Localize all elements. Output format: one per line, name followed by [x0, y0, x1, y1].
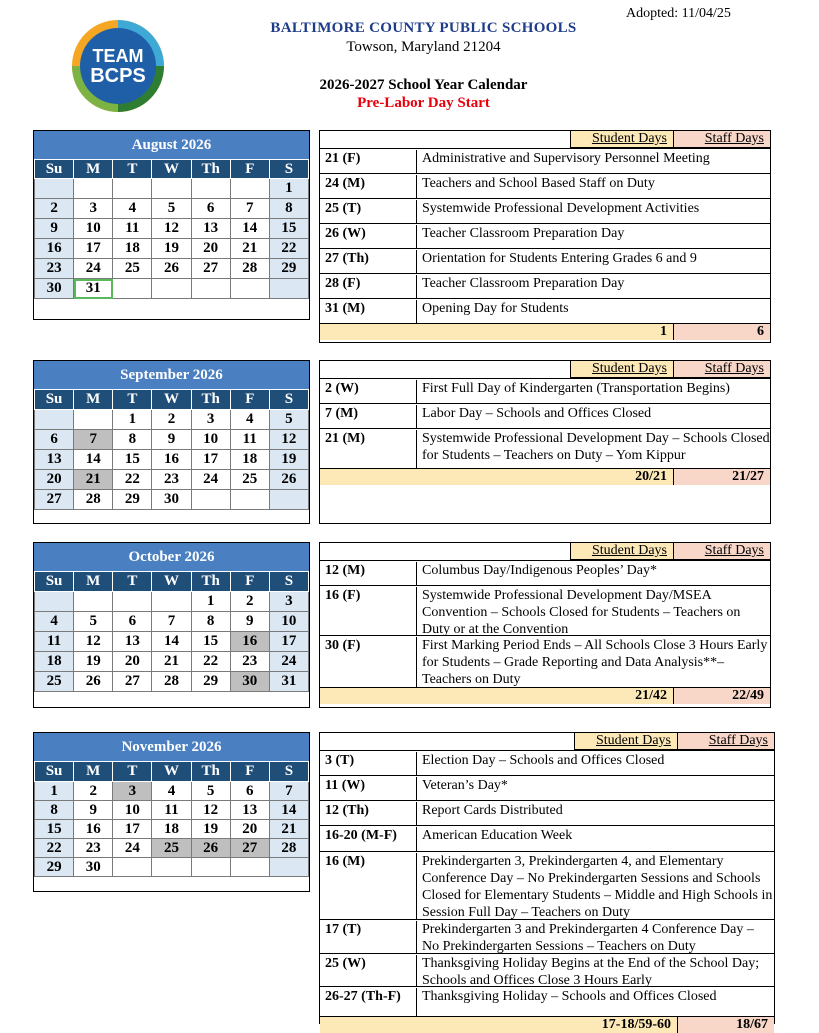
calendar-day: 14	[269, 801, 308, 820]
calendar-empty-cell	[74, 179, 113, 199]
event-date: 2 (W)	[325, 381, 359, 396]
calendar-day: 1	[113, 410, 152, 430]
calendar-day: 14	[230, 219, 269, 239]
calendar-empty-cell	[113, 179, 152, 199]
event-description: Labor Day – Schools and Offices Closed	[416, 405, 770, 429]
calendar-day: 24	[113, 839, 152, 858]
event-description: Systemwide Professional Development Day – Schools Closed for Students – Teachers on Duty – Yom Kippur	[416, 430, 770, 469]
event-row	[320, 585, 770, 635]
calendar-day: 1	[269, 179, 308, 199]
calendar-empty-cell	[35, 592, 74, 612]
calendar-day: 4	[35, 612, 74, 632]
calendar-day: 16	[74, 820, 113, 839]
calendar-day: 8	[191, 612, 230, 632]
event-date: 16-20 (M-F)	[325, 828, 397, 843]
weekday-header: Th	[191, 160, 230, 179]
calendar-day: 28	[152, 672, 191, 692]
event-date: 25 (T)	[325, 201, 362, 216]
weekday-header: Th	[191, 762, 230, 782]
calendar-day: 25	[35, 672, 74, 692]
calendar-empty-cell	[152, 179, 191, 199]
event-row	[320, 986, 774, 1016]
weekday-header: M	[74, 160, 113, 179]
weekday-header: W	[152, 572, 191, 592]
calendar-day: 6	[35, 430, 74, 450]
calendar-day: 28	[230, 259, 269, 279]
weekday-header: Su	[35, 572, 74, 592]
month-events	[319, 360, 771, 524]
weekday-header: S	[269, 572, 308, 592]
event-date: 26-27 (Th-F)	[325, 989, 401, 1004]
calendar-day: 10	[191, 430, 230, 450]
calendar-empty-cell	[191, 858, 230, 877]
calendar-day: 10	[269, 612, 308, 632]
calendar-day: 11	[152, 801, 191, 820]
calendar-title: 2026-2027 School Year Calendar	[319, 77, 528, 93]
calendar-day: 14	[74, 450, 113, 470]
event-row	[320, 198, 770, 223]
event-row	[320, 775, 774, 800]
month-events	[319, 542, 771, 708]
calendar-day: 6	[230, 782, 269, 801]
calendar-day: 18	[230, 450, 269, 470]
student-days-count: 17-18/59-60	[320, 1017, 677, 1033]
calendar-day: 4	[152, 782, 191, 801]
event-date: 21 (F)	[325, 151, 361, 166]
weekday-header: T	[113, 160, 152, 179]
calendar-empty-cell	[74, 592, 113, 612]
calendar-empty-cell	[113, 592, 152, 612]
calendar-day: 31	[269, 672, 308, 692]
calendar-day: 30	[152, 490, 191, 510]
calendar-day: 30	[230, 672, 269, 692]
calendar-day: 18	[35, 652, 74, 672]
event-row	[320, 273, 770, 298]
event-description: Thanksgiving Holiday – Schools and Offices Closed	[416, 988, 774, 1017]
calendar-day: 17	[113, 820, 152, 839]
calendar-subtitle: Pre-Labor Day Start	[357, 95, 490, 111]
calendar-day: 27	[113, 672, 152, 692]
event-description: Thanksgiving Holiday Begins at the End of the School Day; Schools and Offices Close 3 Hours Early	[416, 955, 774, 987]
calendar-day: 23	[74, 839, 113, 858]
logo-team-text: TEAM	[92, 46, 144, 66]
calendar-day: 1	[191, 592, 230, 612]
month-grid	[34, 159, 309, 299]
event-description: Systemwide Professional Development Activities	[416, 200, 770, 224]
calendar-day: 17	[74, 239, 113, 259]
student-days-header: Student Days	[570, 543, 673, 560]
weekday-header: T	[113, 572, 152, 592]
calendar-day: 28	[74, 490, 113, 510]
calendar-day: 31	[74, 279, 113, 299]
month-events	[319, 732, 775, 1032]
calendar-day: 4	[230, 410, 269, 430]
calendar-day: 21	[74, 470, 113, 490]
calendar-day: 22	[269, 239, 308, 259]
event-description: Systemwide Professional Development Day/MSEA Convention – Schools Closed for Students – Teachers on Duty or at the Convention	[416, 587, 770, 636]
event-row	[320, 403, 770, 428]
calendar-day: 3	[269, 592, 308, 612]
adopted-date: Adopted: 11/04/25	[626, 6, 731, 21]
calendar-day: 28	[269, 839, 308, 858]
student-days-count: 21/42	[320, 688, 673, 704]
calendar-day: 6	[191, 199, 230, 219]
calendar-empty-cell	[113, 858, 152, 877]
calendar-day: 10	[113, 801, 152, 820]
event-description: Orientation for Students Entering Grades 6 and 9	[416, 250, 770, 274]
month-calendar	[33, 360, 310, 524]
event-description: Veteran’s Day*	[416, 777, 774, 801]
calendar-empty-cell	[230, 179, 269, 199]
calendar-day: 26	[269, 470, 308, 490]
event-row	[320, 428, 770, 468]
student-days-header: Student Days	[570, 131, 673, 148]
event-description: Prekindergarten 3, Prekindergarten 4, and Elementary Conference Day – No Prekindergarten Sessions and Schools Closed for Elementary Students – Middle and High Schools in Session Full Day – Teachers on Duty	[416, 853, 774, 920]
event-row	[320, 378, 770, 403]
weekday-header: F	[230, 572, 269, 592]
calendar-day: 8	[269, 199, 308, 219]
event-date: 30 (F)	[325, 638, 361, 653]
event-row	[320, 825, 774, 851]
event-row	[320, 148, 770, 173]
calendar-day: 25	[230, 470, 269, 490]
org-name: BALTIMORE COUNTY PUBLIC SCHOOLS	[270, 20, 577, 36]
calendar-day: 23	[152, 470, 191, 490]
student-days-header: Student Days	[574, 733, 677, 750]
month-title: October 2026	[34, 543, 309, 571]
calendar-day: 26	[152, 259, 191, 279]
calendar-day: 4	[113, 199, 152, 219]
calendar-day: 30	[74, 858, 113, 877]
calendar-day: 22	[35, 839, 74, 858]
calendar-day: 14	[152, 632, 191, 652]
calendar-day: 17	[269, 632, 308, 652]
calendar-day: 5	[152, 199, 191, 219]
event-description: Administrative and Supervisory Personnel Meeting	[416, 150, 770, 174]
calendar-day: 11	[113, 219, 152, 239]
event-date: 12 (Th)	[325, 803, 369, 818]
calendar-day: 25	[113, 259, 152, 279]
calendar-day: 29	[35, 858, 74, 877]
calendar-day: 12	[152, 219, 191, 239]
weekday-header: Su	[35, 160, 74, 179]
calendar-day: 29	[113, 490, 152, 510]
event-date: 12 (M)	[325, 563, 366, 578]
event-row	[320, 173, 770, 198]
weekday-header: Th	[191, 572, 230, 592]
student-days-count: 20/21	[320, 469, 673, 485]
calendar-empty-cell	[74, 410, 113, 430]
event-date: 21 (M)	[325, 431, 366, 446]
calendar-day: 10	[74, 219, 113, 239]
month-calendar	[33, 542, 310, 708]
weekday-header: W	[152, 160, 191, 179]
calendar-day: 2	[230, 592, 269, 612]
calendar-day: 24	[191, 470, 230, 490]
weekday-header: F	[230, 390, 269, 410]
calendar-day: 9	[35, 219, 74, 239]
calendar-empty-cell	[152, 592, 191, 612]
staff-days-header: Staff Days	[673, 131, 770, 148]
calendar-empty-cell	[191, 279, 230, 299]
calendar-day: 15	[35, 820, 74, 839]
calendar-empty-cell	[269, 279, 308, 299]
staff-days-count: 22/49	[673, 688, 770, 704]
event-date: 16 (F)	[325, 588, 361, 603]
month-title: September 2026	[34, 361, 309, 389]
event-date: 3 (T)	[325, 753, 355, 768]
event-row	[320, 223, 770, 248]
calendar-day: 26	[74, 672, 113, 692]
calendar-empty-cell	[35, 179, 74, 199]
calendar-empty-cell	[230, 490, 269, 510]
calendar-day: 21	[269, 820, 308, 839]
calendar-day: 9	[74, 801, 113, 820]
weekday-header: M	[74, 390, 113, 410]
event-row	[320, 298, 770, 323]
month-title: November 2026	[34, 733, 309, 761]
calendar-empty-cell	[269, 490, 308, 510]
calendar-day: 12	[74, 632, 113, 652]
month-title: August 2026	[34, 131, 309, 159]
event-row	[320, 560, 770, 585]
staff-days-header: Staff Days	[673, 361, 770, 378]
month-calendar	[33, 732, 310, 892]
calendar-day: 20	[191, 239, 230, 259]
calendar-day: 9	[152, 430, 191, 450]
weekday-header: F	[230, 762, 269, 782]
event-row	[320, 800, 774, 825]
calendar-day: 12	[191, 801, 230, 820]
event-description: Opening Day for Students	[416, 300, 770, 324]
student-days-header: Student Days	[570, 361, 673, 378]
calendar-day: 12	[269, 430, 308, 450]
calendar-day: 7	[269, 782, 308, 801]
calendar-day: 20	[35, 470, 74, 490]
calendar-day: 22	[191, 652, 230, 672]
calendar-day: 23	[35, 259, 74, 279]
calendar-day: 26	[191, 839, 230, 858]
event-description: First Marking Period Ends – All Schools Close 3 Hours Early for Students – Grade Reporting and Data Analysis**– Teachers on Duty	[416, 637, 770, 688]
weekday-header: Th	[191, 390, 230, 410]
calendar-day: 15	[269, 219, 308, 239]
calendar-day: 27	[230, 839, 269, 858]
event-description: Election Day – Schools and Offices Closed	[416, 752, 774, 776]
calendar-day: 29	[191, 672, 230, 692]
calendar-day: 20	[230, 820, 269, 839]
calendar-day: 13	[230, 801, 269, 820]
weekday-header: S	[269, 390, 308, 410]
staff-days-count: 21/27	[673, 469, 770, 485]
staff-days-count: 18/67	[677, 1017, 774, 1033]
calendar-empty-cell	[152, 858, 191, 877]
calendar-empty-cell	[269, 858, 308, 877]
event-date: 11 (W)	[325, 778, 366, 793]
event-date: 26 (W)	[325, 226, 366, 241]
month-events	[319, 130, 771, 343]
calendar-day: 19	[74, 652, 113, 672]
month-grid	[34, 761, 309, 877]
weekday-header: T	[113, 390, 152, 410]
calendar-day: 21	[230, 239, 269, 259]
calendar-day: 13	[191, 219, 230, 239]
calendar-day: 27	[35, 490, 74, 510]
calendar-day: 13	[113, 632, 152, 652]
event-date: 28 (F)	[325, 276, 361, 291]
staff-days-header: Staff Days	[677, 733, 774, 750]
calendar-day: 15	[113, 450, 152, 470]
calendar-day: 5	[269, 410, 308, 430]
weekday-header: W	[152, 762, 191, 782]
calendar-day: 27	[191, 259, 230, 279]
event-date: 31 (M)	[325, 301, 366, 316]
calendar-day: 17	[191, 450, 230, 470]
calendar-day: 2	[152, 410, 191, 430]
event-description: First Full Day of Kindergarten (Transportation Begins)	[416, 380, 770, 404]
student-days-count: 1	[320, 324, 673, 340]
calendar-day: 21	[152, 652, 191, 672]
calendar-day: 7	[152, 612, 191, 632]
event-description: American Education Week	[416, 827, 774, 852]
calendar-day: 2	[35, 199, 74, 219]
calendar-day: 8	[35, 801, 74, 820]
calendar-day: 29	[269, 259, 308, 279]
weekday-header: M	[74, 762, 113, 782]
calendar-day: 16	[35, 239, 74, 259]
calendar-day: 7	[74, 430, 113, 450]
event-description: Prekindergarten 3 and Prekindergarten 4 Conference Day – No Prekindergarten Sessions – Teachers on Duty	[416, 921, 774, 954]
weekday-header: W	[152, 390, 191, 410]
calendar-day: 18	[113, 239, 152, 259]
staff-days-header: Staff Days	[673, 543, 770, 560]
calendar-day: 3	[191, 410, 230, 430]
calendar-day: 3	[74, 199, 113, 219]
calendar-day: 1	[35, 782, 74, 801]
calendar-day: 3	[113, 782, 152, 801]
event-row	[320, 851, 774, 919]
month-grid	[34, 389, 309, 510]
event-date: 25 (W)	[325, 956, 366, 971]
event-date: 17 (T)	[325, 922, 362, 937]
calendar-day: 19	[152, 239, 191, 259]
calendar-day: 24	[74, 259, 113, 279]
weekday-header: F	[230, 160, 269, 179]
calendar-day: 13	[35, 450, 74, 470]
calendar-day: 20	[113, 652, 152, 672]
calendar-day: 16	[152, 450, 191, 470]
calendar-day: 16	[230, 632, 269, 652]
calendar-day: 23	[230, 652, 269, 672]
event-description: Columbus Day/Indigenous Peoples’ Day*	[416, 562, 770, 586]
event-row	[320, 248, 770, 273]
event-row	[320, 750, 774, 775]
event-row	[320, 635, 770, 687]
calendar-day: 5	[74, 612, 113, 632]
logo-bcps-text: BCPS	[90, 65, 146, 87]
calendar-day: 22	[113, 470, 152, 490]
calendar-day: 19	[191, 820, 230, 839]
calendar-day: 2	[74, 782, 113, 801]
event-description: Teacher Classroom Preparation Day	[416, 275, 770, 299]
event-date: 27 (Th)	[325, 251, 369, 266]
calendar-day: 15	[191, 632, 230, 652]
calendar-empty-cell	[35, 410, 74, 430]
calendar-day: 24	[269, 652, 308, 672]
month-grid	[34, 571, 309, 692]
calendar-day: 30	[35, 279, 74, 299]
calendar-day: 11	[35, 632, 74, 652]
calendar-empty-cell	[230, 858, 269, 877]
weekday-header: S	[269, 160, 308, 179]
event-description: Teachers and School Based Staff on Duty	[416, 175, 770, 199]
weekday-header: S	[269, 762, 308, 782]
calendar-day: 18	[152, 820, 191, 839]
calendar-empty-cell	[191, 490, 230, 510]
calendar-day: 7	[230, 199, 269, 219]
event-row	[320, 919, 774, 953]
calendar-day: 9	[230, 612, 269, 632]
event-date: 7 (M)	[325, 406, 359, 421]
event-description: Teacher Classroom Preparation Day	[416, 225, 770, 249]
month-calendar	[33, 130, 310, 320]
weekday-header: Su	[35, 390, 74, 410]
calendar-empty-cell	[113, 279, 152, 299]
event-date: 16 (M)	[325, 854, 366, 869]
weekday-header: M	[74, 572, 113, 592]
calendar-day: 11	[230, 430, 269, 450]
event-description: Report Cards Distributed	[416, 802, 774, 826]
weekday-header: T	[113, 762, 152, 782]
org-address: Towson, Maryland 21204	[346, 39, 501, 55]
calendar-day: 5	[191, 782, 230, 801]
event-row	[320, 953, 774, 986]
staff-days-count: 6	[673, 324, 770, 340]
calendar-empty-cell	[230, 279, 269, 299]
weekday-header: Su	[35, 762, 74, 782]
calendar-day: 19	[269, 450, 308, 470]
calendar-day: 6	[113, 612, 152, 632]
calendar-day: 8	[113, 430, 152, 450]
calendar-empty-cell	[152, 279, 191, 299]
calendar-day: 25	[152, 839, 191, 858]
calendar-empty-cell	[191, 179, 230, 199]
event-date: 24 (M)	[325, 176, 366, 191]
